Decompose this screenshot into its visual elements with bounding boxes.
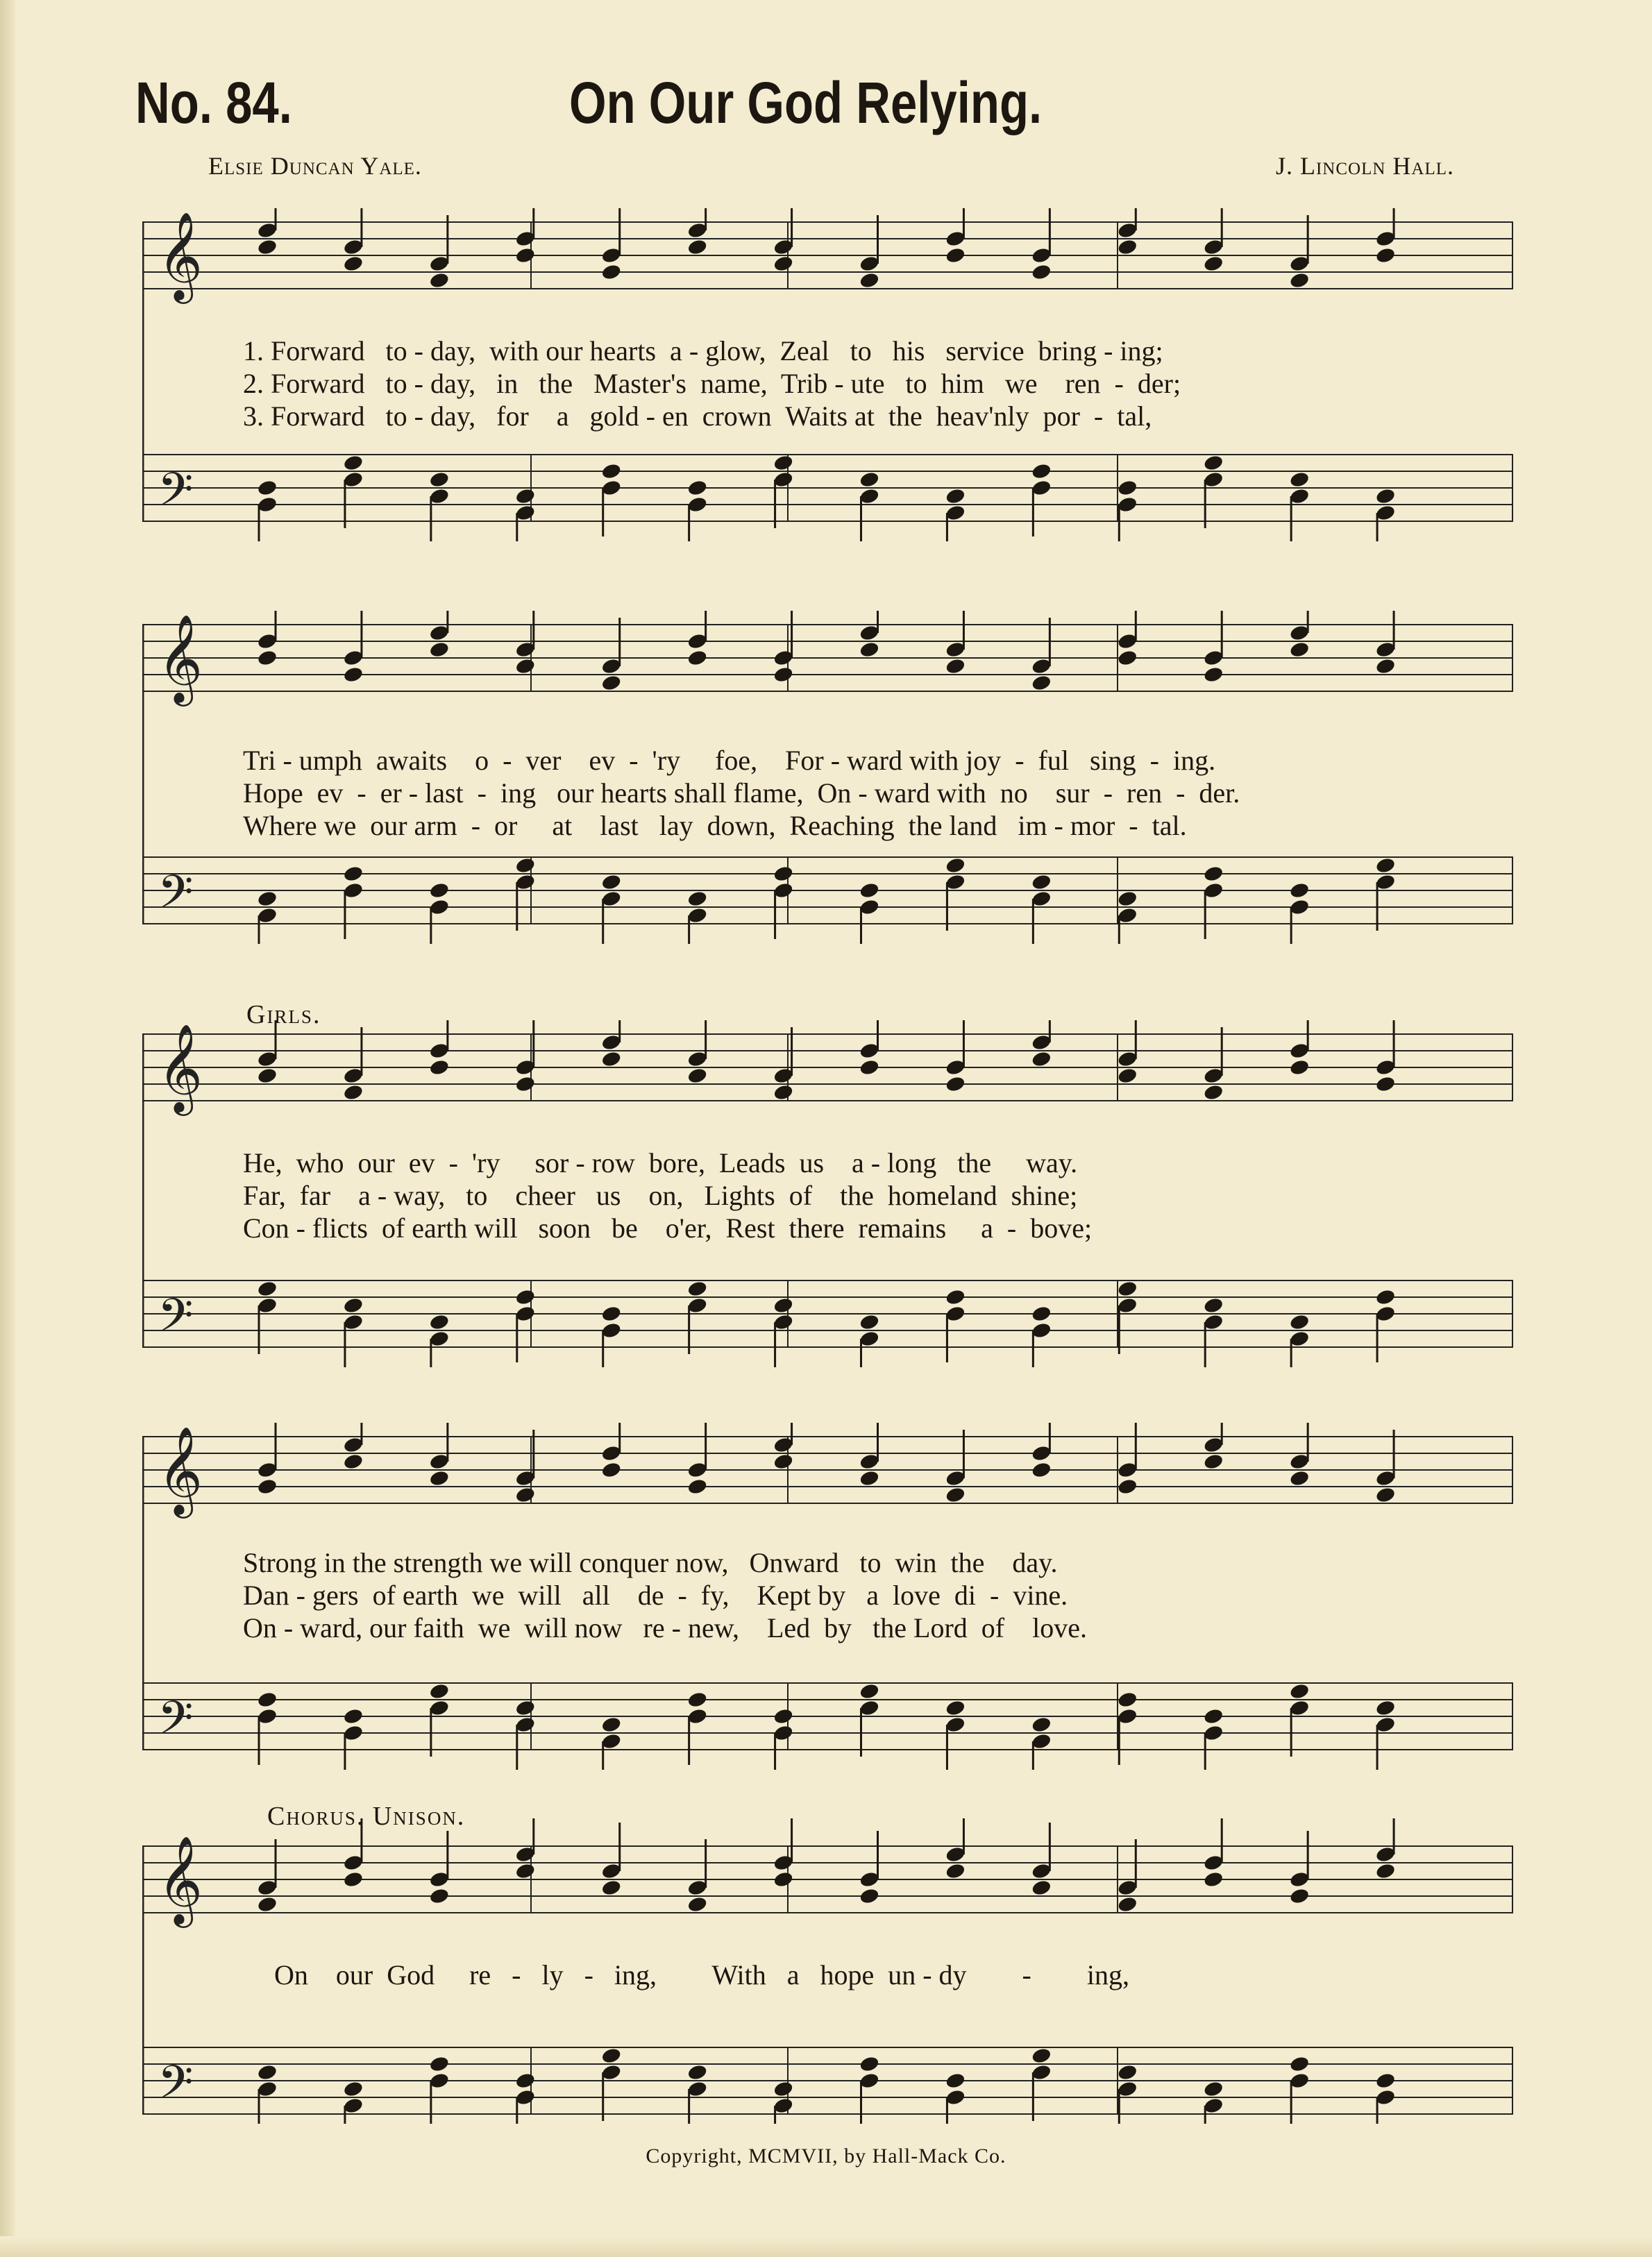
verse-line: Far, far a - way, to cheer us on, Lights of the homeland shine;	[243, 1180, 1078, 1211]
hymn-number: No. 84.	[135, 70, 292, 135]
bass-staff	[142, 1280, 1513, 1367]
treble-clef-icon: 𝄞	[158, 211, 203, 300]
verse-line: On - ward, our faith we will now re - new, Led by the Lord of love.	[243, 1612, 1087, 1643]
bass-clef-icon: 𝄢	[158, 1289, 194, 1353]
treble-staff	[142, 1423, 1513, 1519]
bass-staff	[142, 454, 1513, 541]
verse-line: Con - flicts of earth will soon be o'er, Rest there remains a - bove;	[243, 1212, 1093, 1244]
treble-clef-icon: 𝄞	[158, 1426, 203, 1514]
treble-clef-icon: 𝄞	[158, 1023, 203, 1112]
copyright-notice: Copyright, MCMVII, by Hall-Mack Co.	[646, 2145, 1006, 2167]
bass-clef-icon: 𝄢	[158, 463, 194, 527]
verse-line: Strong in the strength we will conquer now, Onward to win the day.	[243, 1547, 1058, 1578]
treble-staff	[142, 208, 1513, 304]
lyrics-system-4	[243, 1546, 1492, 1644]
page-bottom-edge	[0, 2236, 1652, 2257]
lyrics-system-5	[274, 1959, 1524, 1991]
lyrics-system-1	[243, 335, 1492, 432]
bass-clef-icon: 𝄢	[158, 2056, 194, 2120]
bass-staff	[142, 856, 1513, 944]
verse-line: 2. Forward to - day, in the Master's name, Trib - ute to him we ren - der;	[243, 368, 1181, 399]
lyricist-credit: Elsie Duncan Yale.	[208, 152, 422, 180]
bass-clef-icon: 𝄢	[158, 1691, 194, 1756]
page-binding-edge	[0, 0, 15, 2257]
verse-line: Where we our arm - or at last lay down, Reaching the land im - mor - tal.	[243, 810, 1187, 841]
verse-line: 1. Forward to - day, with our hearts a - glow, Zeal to his service bring - ing;	[243, 335, 1163, 366]
verse-line: Dan - gers of earth we will all de - fy, Kept by a love di - vine.	[243, 1580, 1068, 1611]
verse-line: Tri - umph awaits o - ver ev - 'ry foe, For - ward with joy - ful sing - ing.	[243, 745, 1216, 776]
treble-clef-icon: 𝄞	[158, 1835, 203, 1924]
hymn-title: On Our God Relying.	[569, 70, 1043, 135]
lyrics-system-2	[243, 744, 1492, 842]
treble-staff	[142, 611, 1513, 707]
treble-staff	[142, 1818, 1513, 1928]
section-label-girls: Girls.	[246, 1000, 321, 1029]
verse-line: Hope ev - er - last - ing our hearts shall flame, On - ward with no sur - ren - der.	[243, 777, 1240, 809]
section-label-chorus: Chorus. Unison.	[267, 1802, 466, 1831]
verse-line: He, who our ev - 'ry sor - row bore, Leads us a - long the way.	[243, 1147, 1078, 1178]
verse-line: On our God re - ly - ing, With a hope un - dy - ing,	[274, 1959, 1129, 1990]
bass-staff	[142, 2047, 1513, 2124]
bass-staff	[142, 1682, 1513, 1770]
lyrics-system-3	[243, 1147, 1492, 1244]
composer-credit: J. Lincoln Hall.	[1275, 152, 1454, 180]
treble-clef-icon: 𝄞	[158, 614, 203, 702]
bass-clef-icon: 𝄢	[158, 865, 194, 930]
verse-line: 3. Forward to - day, for a gold - en crown Waits at the heav'nly por - tal,	[243, 400, 1152, 432]
treble-staff	[142, 1020, 1513, 1116]
